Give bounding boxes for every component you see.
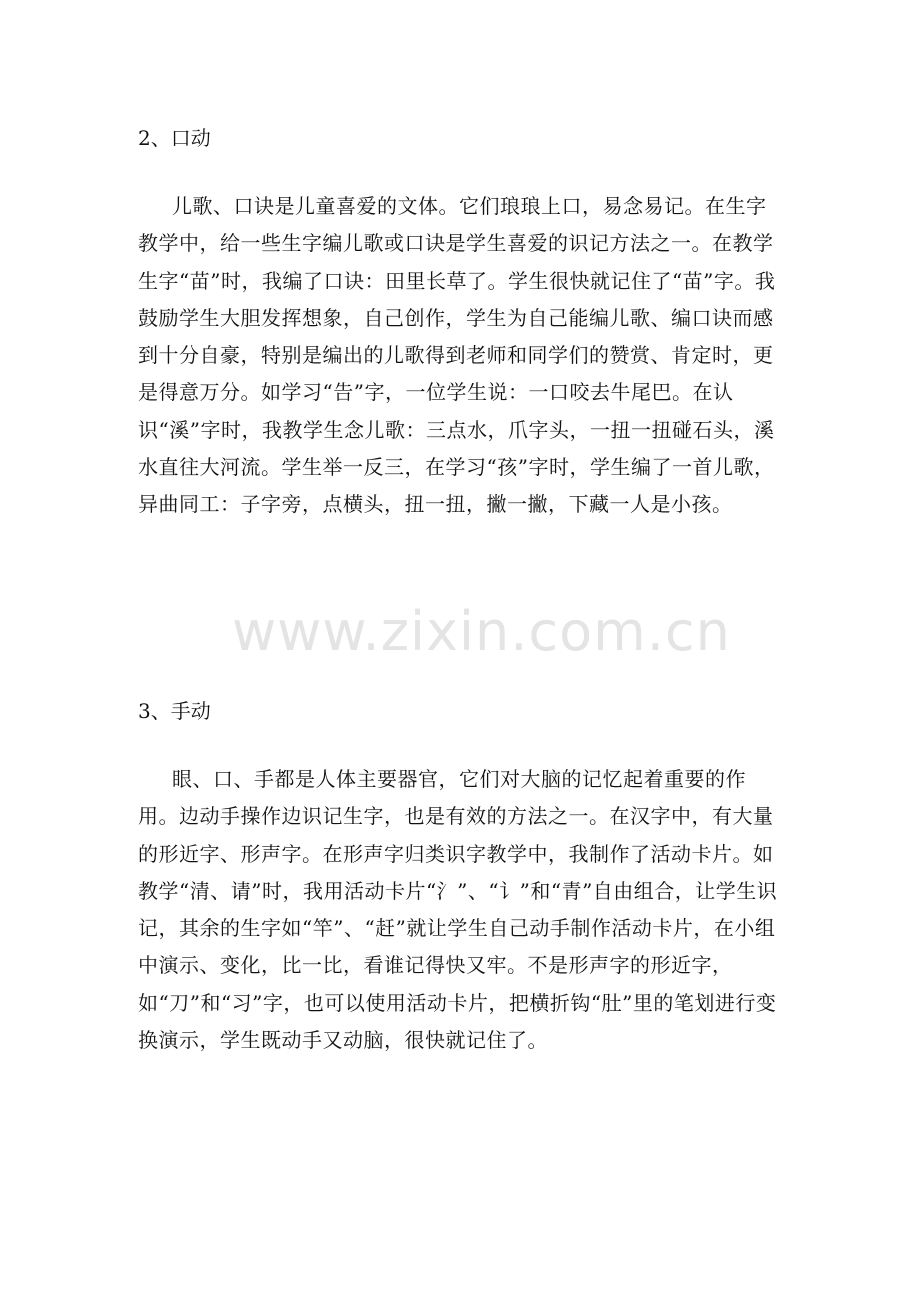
- section-heading-2: 2、口动: [138, 126, 211, 150]
- watermark: www.zixin.com.cn: [232, 600, 731, 663]
- section-paragraph-2: 儿歌、口诀是儿童喜爱的文体。它们琅琅上口，易念易记。在生字教学中，给一些生字编儿歌或口诀是学生喜爱的识记方法之一。在教学生字“苗”时，我编了口诀：田里长草了。学生很快就记住了“苗”字。我鼓励学生大胆发挥想象，自己创作，学生为自己能编儿歌、编口诀而感到十分自豪，特别是编出的儿歌得到老师和同学们的赞赏、肯定时，更是得意万分。如学习“告”字，一位学生说：一口咬去牛尾巴。在认识“溪”字时，我教学生念儿歌：三点水，爪字头，一扭一扭碰石头，溪水直往大河流。学生举一反三，在学习“孩”字时，学生编了一首儿歌，异曲同工：子字旁，点横头，扭一扭，撇一撇，下藏一人是小孩。: [138, 194, 776, 517]
- section-paragraph-3: 眼、口、手都是人体主要器官，它们对大脑的记忆起着重要的作用。边动手操作边识记生字，也是有效的方法之一。在汉字中，有大量的形近字、形声字。在形声字归类识字教学中，我制作了活动卡片。如教学“清、请”时，我用活动卡片“氵”、“讠”和“青”自由组合，让学生识记，其余的生字如“竿”、“赶”就让学生自己动手制作活动卡片，在小组中演示、变化，比一比，看谁记得快又牢。不是形声字的形近字，如“刀”和“习”字，也可以使用活动卡片，把横折钩“肚”里的笔划进行变换演示，学生既动手又动脑，很快就记住了。: [138, 767, 778, 1053]
- section-heading-3: 3、手动: [138, 699, 211, 723]
